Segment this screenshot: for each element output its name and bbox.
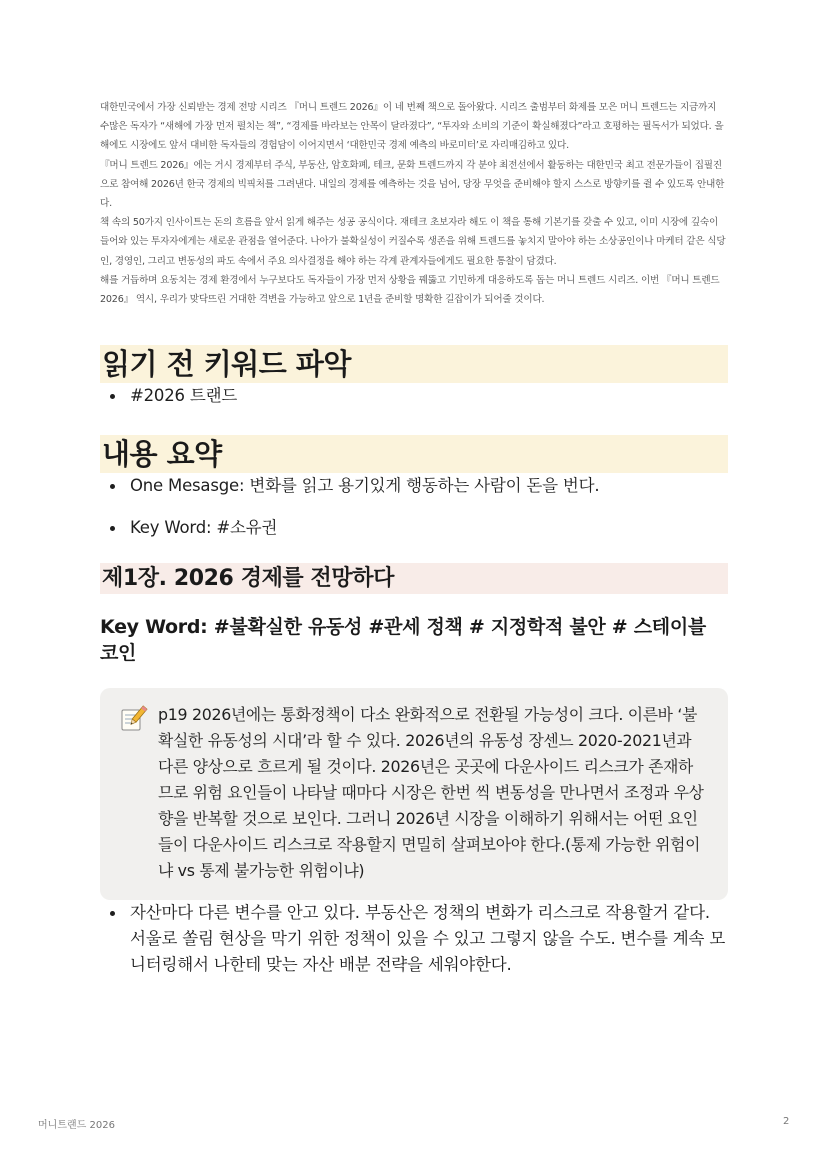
callout-text: p19 2026년에는 통화정책이 다소 완화적으로 전환될 가능성이 크다. 이른바 ‘불확실한 유동성의 시대’라 할 수 있다. 2026년의 유동성 장센느 2020-2021년과 다른 양상으로 흐르게 될 것이다. 2026년은 곳곳에 다운사이드 리스크가 존재하므로 위험 요인들이 나타날 때마다 시장은 한번 씩 변동성을 만나면서 조정과 우상향을 반복할 것으로 보인다. 그러니 2026년 시장을 이해하기 위해서는 어떤 요인들이 다운사이드 리스크로 작용할지 면밀히 살펴보아야 한다.(통제 가능한 위험이냐 vs 통제 불가능한 위험이냐) [158,705,704,881]
page-number: 2 [783,1116,790,1127]
chapter-heading: 제1장. 2026 경제를 전망하다 [100,563,728,594]
memo-pencil-icon [118,704,148,734]
intro-text [100,98,728,309]
list-item: Key Word: #소유권 [100,515,728,541]
quote-callout [100,688,728,900]
summary-heading: 내용 요약 [100,435,728,473]
intro-paragraph: 해를 거듭하며 요동치는 경제 환경에서 누구보다도 독자들이 가장 먼저 상황을 꿰뚫고 기민하게 대응하도록 돕는 머니 트렌드 시리즈. 이번 『머니 트렌드 2026』 역시, 우리가 맞닥뜨린 거대한 격변을 가능하고 앞으로 1년을 준비할 명확한 길잡이가 되어줄 것이다. [100,274,720,306]
keywords-heading: 읽기 전 키워드 파악 [100,345,728,383]
footer-title: 머니트랜드 2026 [38,1120,115,1131]
document-page [100,98,728,978]
summary-list [100,473,728,541]
list-item: One Mesasge: 변화를 읽고 용기있게 행동하는 사람이 돈을 번다. [100,473,728,499]
keywords-list [100,383,728,409]
chapter-notes-list [100,900,728,978]
chapter-keyword-heading: Key Word: #불확실한 유동성 #관세 정책 # 지정학적 불안 # 스테이블 코인 [100,616,706,665]
intro-paragraph: 대한민국에서 가장 신뢰받는 경제 전망 시리즈 『머니 트렌드 2026』이 네 번째 책으로 돌아왔다. 시리즈 출범부터 화제를 모은 머니 트렌드는 지금까지 수많은 독자가 “새해에 가장 먼저 펼치는 책”, “경제를 바라보는 안목이 달라졌다”, “투자와 소비의 기준이 확실해졌다”라고 호평하는 필독서가 되었다. 올해에도 시장에도 앞서 대비한 독자들의 경험담이 이어지면서 ‘대한민국 경제 예측의 바로미터’로 자리매김하고 있다. [100,102,724,152]
list-item: #2026 트랜드 [100,383,728,409]
intro-paragraph: 책 속의 50가지 인사이트는 돈의 흐름을 앞서 읽게 해주는 성공 공식이다. 재테크 초보자라 해도 이 책을 통해 기본기를 갖출 수 있고, 이미 시장에 깊숙이 들어와 있는 투자자에게는 새로운 관점을 열어준다. 나아가 불확실성이 커질수록 생존을 위해 트렌드를 놓치지 말아야 하는 소상공인이나 마케터 같은 식당인, 경영인, 그리고 변동성의 파도 속에서 주요 의사결정을 해야 하는 각계 관계자들에게도 필요한 통찰이 담겼다. [100,217,726,267]
intro-paragraph: 『머니 트렌드 2026』에는 거시 경제부터 주식, 부동산, 암호화폐, 테크, 문화 트렌드까지 각 분야 최전선에서 활동하는 대한민국 최고 전문가들이 집필진으로 참여해 2026년 한국 경제의 빅픽처를 그려낸다. 내일의 경제를 예측하는 것을 넘어, 당장 무엇을 준비해야 할지 스스로 방향키를 쥘 수 있도록 안내한다. [100,159,725,210]
list-item: 자산마다 다른 변수를 안고 있다. 부동산은 정책의 변화가 리스크로 작용할거 같다. 서울로 쏠림 현상을 막기 위한 정책이 있을 수 있고 그렇지 않을 수도. 변수를 계속 모니터링해서 나한테 맞는 자산 배분 전략을 세워야한다. [100,900,728,978]
